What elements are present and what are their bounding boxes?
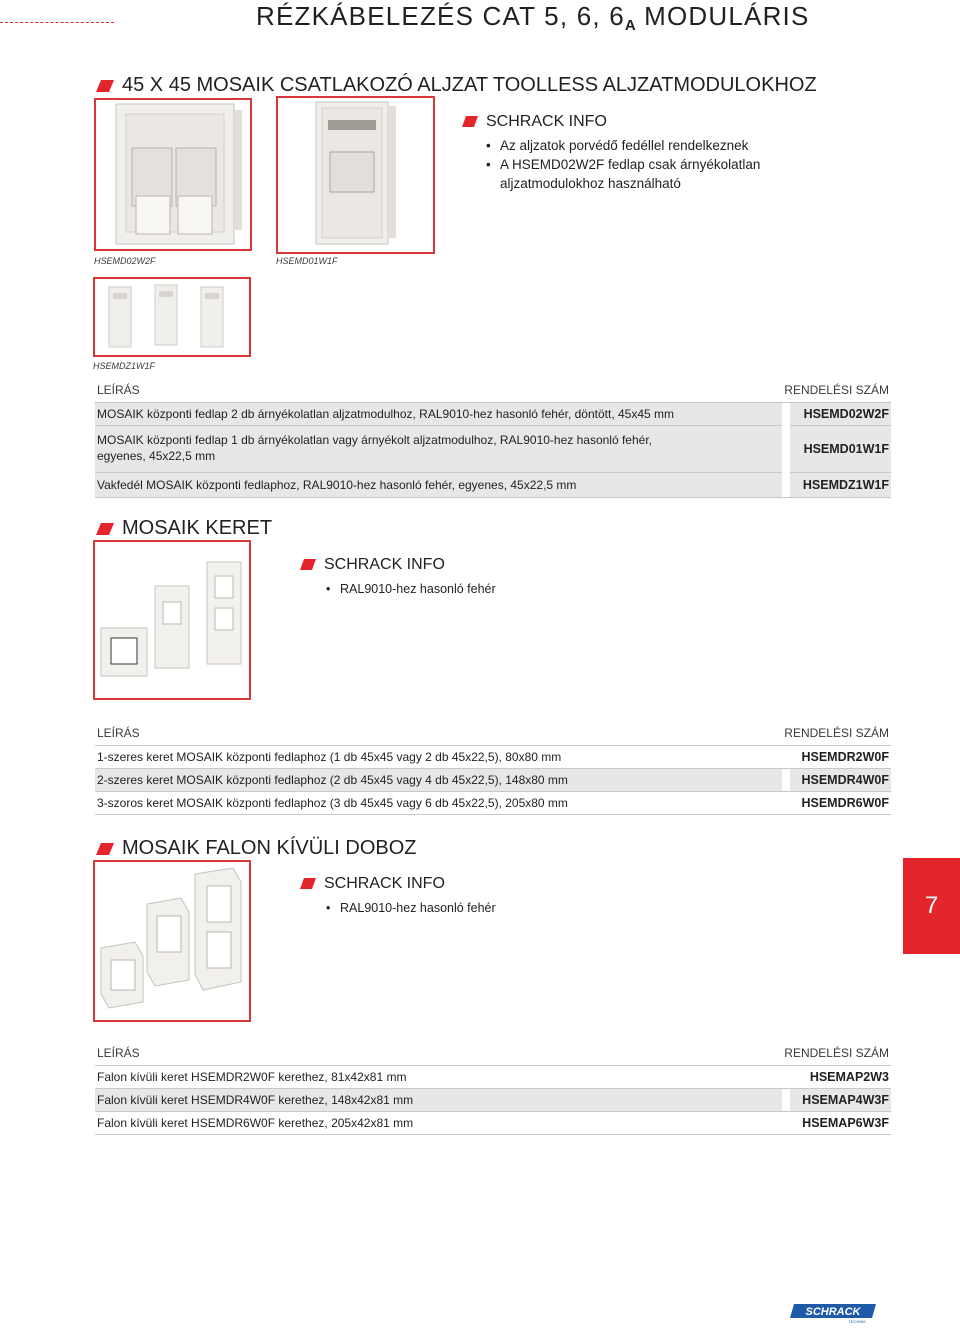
section3-table — [95, 1043, 891, 1135]
frames-image — [95, 542, 249, 698]
table-header: LEÍRÁS RENDELÉSI SZÁM — [97, 1046, 889, 1060]
table-row: 1-szeres keret MOSAIK központi fedlaphoz (1 db 45x45 vagy 2 db 45x22,5), 80x80 mm HSEMDR2W0F — [97, 750, 889, 764]
svg-text:TECHNIK: TECHNIK — [848, 1319, 866, 1324]
red-marker-icon — [96, 523, 114, 535]
schrack-logo — [788, 1302, 878, 1329]
section2-info-title: SCHRACK INFO — [300, 555, 445, 575]
table-row: MOSAIK központi fedlap 1 db árnyékolatlan vagy árnyékolt aljzatmodulhoz, RAL9010-hez hasonló fehér, egyenes, 45x22,5 mm HSEMD01W1F — [95, 426, 891, 472]
caption-hsemd02w2f: HSEMD02W2F — [94, 256, 156, 266]
schrack-logo-icon — [788, 1302, 878, 1324]
photo-hsemd02w2f — [94, 98, 252, 251]
section2-table — [95, 723, 891, 815]
table-row: Falon kívüli keret HSEMDR4W0F kerethez, 148x42x81 mm HSEMAP4W3F — [95, 1089, 891, 1111]
photo-hsemd01w1f — [276, 96, 435, 254]
caption-hsemdz1w1f: HSEMDZ1W1F — [93, 361, 156, 371]
faceplate-2port-image — [96, 100, 250, 249]
section3-heading: MOSAIK FALON KÍVÜLI DOBOZ — [96, 836, 417, 860]
section3-info-title: SCHRACK INFO — [300, 874, 445, 894]
red-marker-icon — [462, 116, 478, 127]
table-row: 3-szoros keret MOSAIK központi fedlaphoz (3 db 45x45 vagy 6 db 45x22,5), 205x80 mm HSEMDR6W0F — [97, 796, 889, 810]
page-title: RÉZKÁBELEZÉS CAT 5, 6, $6_A$ MODULÁRIS — [256, 1, 810, 34]
table-row: 2-szeres keret MOSAIK központi fedlaphoz (2 db 45x45 vagy 4 db 45x22,5), 148x80 mm HSEMDR4W0F — [95, 769, 891, 791]
photo-falon-kivuli-doboz — [93, 860, 251, 1022]
section2-heading: MOSAIK KERET — [96, 516, 272, 540]
section1-info-title: SCHRACK INFO — [462, 112, 607, 132]
table-row: MOSAIK központi fedlap 2 db árnyékolatlan aljzatmodulhoz, RAL9010-hez hasonló fehér, döntött, 45x45 mm HSEMD02W2F — [95, 403, 891, 425]
section1-heading: 45 X 45 MOSAIK CSATLAKOZÓ ALJZAT TOOLLESS ALJZATMODULOKHOZ — [96, 73, 817, 97]
red-marker-icon — [300, 878, 316, 889]
photo-hsemdz1w1f — [93, 277, 251, 357]
caption-hsemd01w1f: HSEMD01W1F — [276, 256, 338, 266]
chapter-tab: 7 — [903, 858, 960, 954]
table-header: LEÍRÁS RENDELÉSI SZÁM — [97, 726, 889, 740]
red-marker-icon — [96, 80, 114, 92]
red-marker-icon — [96, 843, 114, 855]
section3-info-bullet-1: • RAL9010-hez hasonló fehér — [326, 901, 496, 915]
blank-covers-image — [95, 279, 249, 355]
table-row: Vakfedél MOSAIK központi fedlaphoz, RAL9010-hez hasonló fehér, egyenes, 45x22,5 mm HSEMDZ1W1F — [95, 473, 891, 497]
section1-info-bullet-2-cont: aljzatmodulokhoz használható — [500, 176, 681, 191]
section2-info-bullet-1: • RAL9010-hez hasonló fehér — [326, 582, 496, 596]
table-row: Falon kívüli keret HSEMDR6W0F kerethez, 205x42x81 mm HSEMAP6W3F — [97, 1116, 889, 1130]
svg-text:SCHRACK: SCHRACK — [805, 1306, 861, 1318]
section1-info-bullet-1: • Az aljzatok porvédő fedéllel rendelkeznek — [486, 138, 749, 153]
faceplate-1port-image — [278, 98, 433, 252]
surface-boxes-image — [95, 862, 249, 1020]
table-row: Falon kívüli keret HSEMDR2W0F kerethez, 81x42x81 mm HSEMAP2W3 — [97, 1070, 889, 1084]
table-header: LEÍRÁS RENDELÉSI SZÁM — [97, 383, 889, 397]
red-marker-icon — [300, 559, 316, 570]
section1-table — [95, 380, 891, 498]
section1-info-bullet-2: • A HSEMD02W2F fedlap csak árnyékolatlan — [486, 157, 761, 172]
photo-mosaik-keret — [93, 540, 251, 700]
top-dashed-rule — [0, 22, 114, 23]
